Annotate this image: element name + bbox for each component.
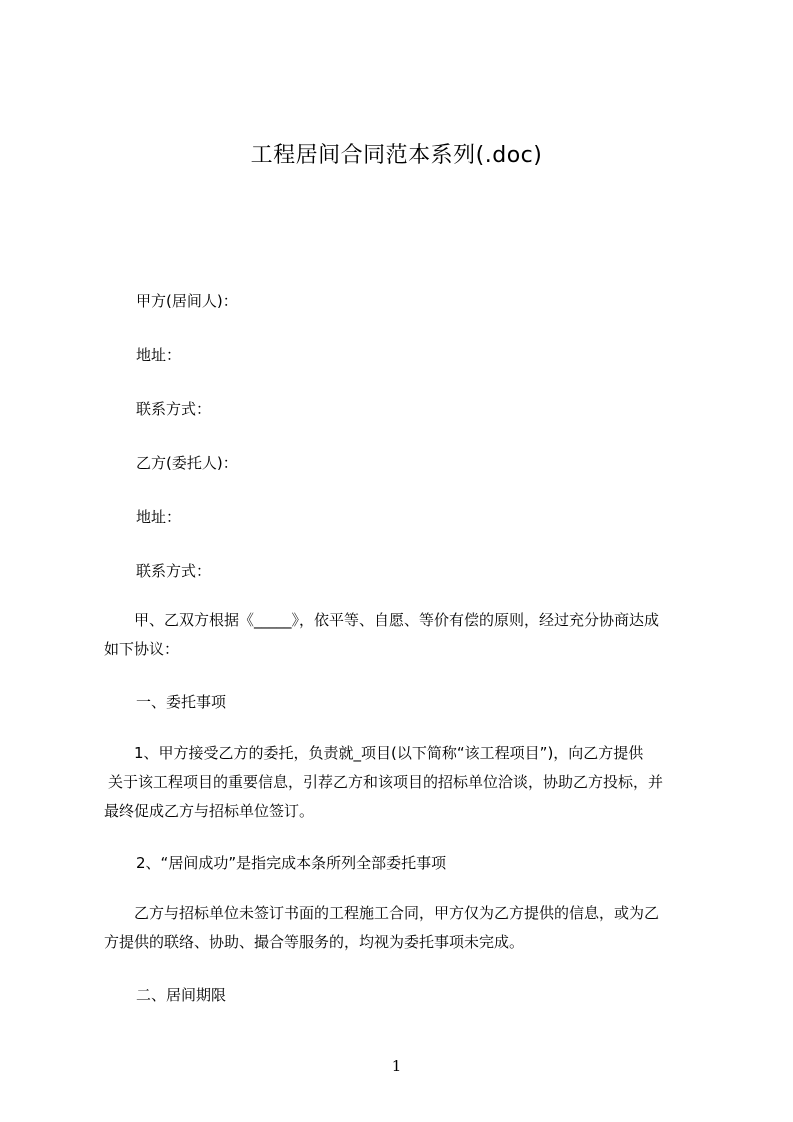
party-a-contact: 联系方式：	[136, 400, 212, 418]
clause-line: 1、甲方接受乙方的委托，负责就_项目(以下简称“该工程项目”)，向乙方提供	[134, 744, 644, 762]
party-b-label: 乙方(委托人)：	[136, 454, 238, 472]
section-heading-entrustment: 一、委托事项	[136, 693, 227, 711]
section-heading-term: 二、居间期限	[136, 986, 227, 1004]
document-title: 工程居间合同范本系列(.doc)	[250, 143, 543, 168]
preamble-line: 甲、乙双方根据《_____》，依平等、自愿、等价有偿的原则，经过充分协商达成	[134, 611, 660, 629]
clause-2: 2、“居间成功”是指完成本条所列全部委托事项	[136, 854, 447, 872]
clause-line: 关于该工程项目的重要信息，引荐乙方和该项目的招标单位洽谈，协助乙方投标，并	[108, 773, 664, 791]
preamble-paragraph	[104, 606, 702, 664]
clause-line: 方提供的联络、协助、撮合等服务的，均视为委托事项未完成。	[104, 933, 525, 951]
party-b-address: 地址：	[136, 508, 182, 526]
clause-1-paragraph	[104, 739, 702, 826]
clause-line: 最终促成乙方与招标单位签订。	[104, 802, 315, 820]
clause-2-note-paragraph	[104, 899, 702, 957]
clause-line: 乙方与招标单位未签订书面的工程施工合同，甲方仅为乙方提供的信息，或为乙	[134, 904, 660, 922]
party-b-contact: 联系方式：	[136, 562, 212, 580]
party-a-address: 地址：	[136, 346, 182, 364]
party-a-label: 甲方(居间人)：	[136, 292, 238, 310]
preamble-line: 如下协议：	[104, 640, 180, 658]
page-number: 1	[391, 1057, 402, 1075]
